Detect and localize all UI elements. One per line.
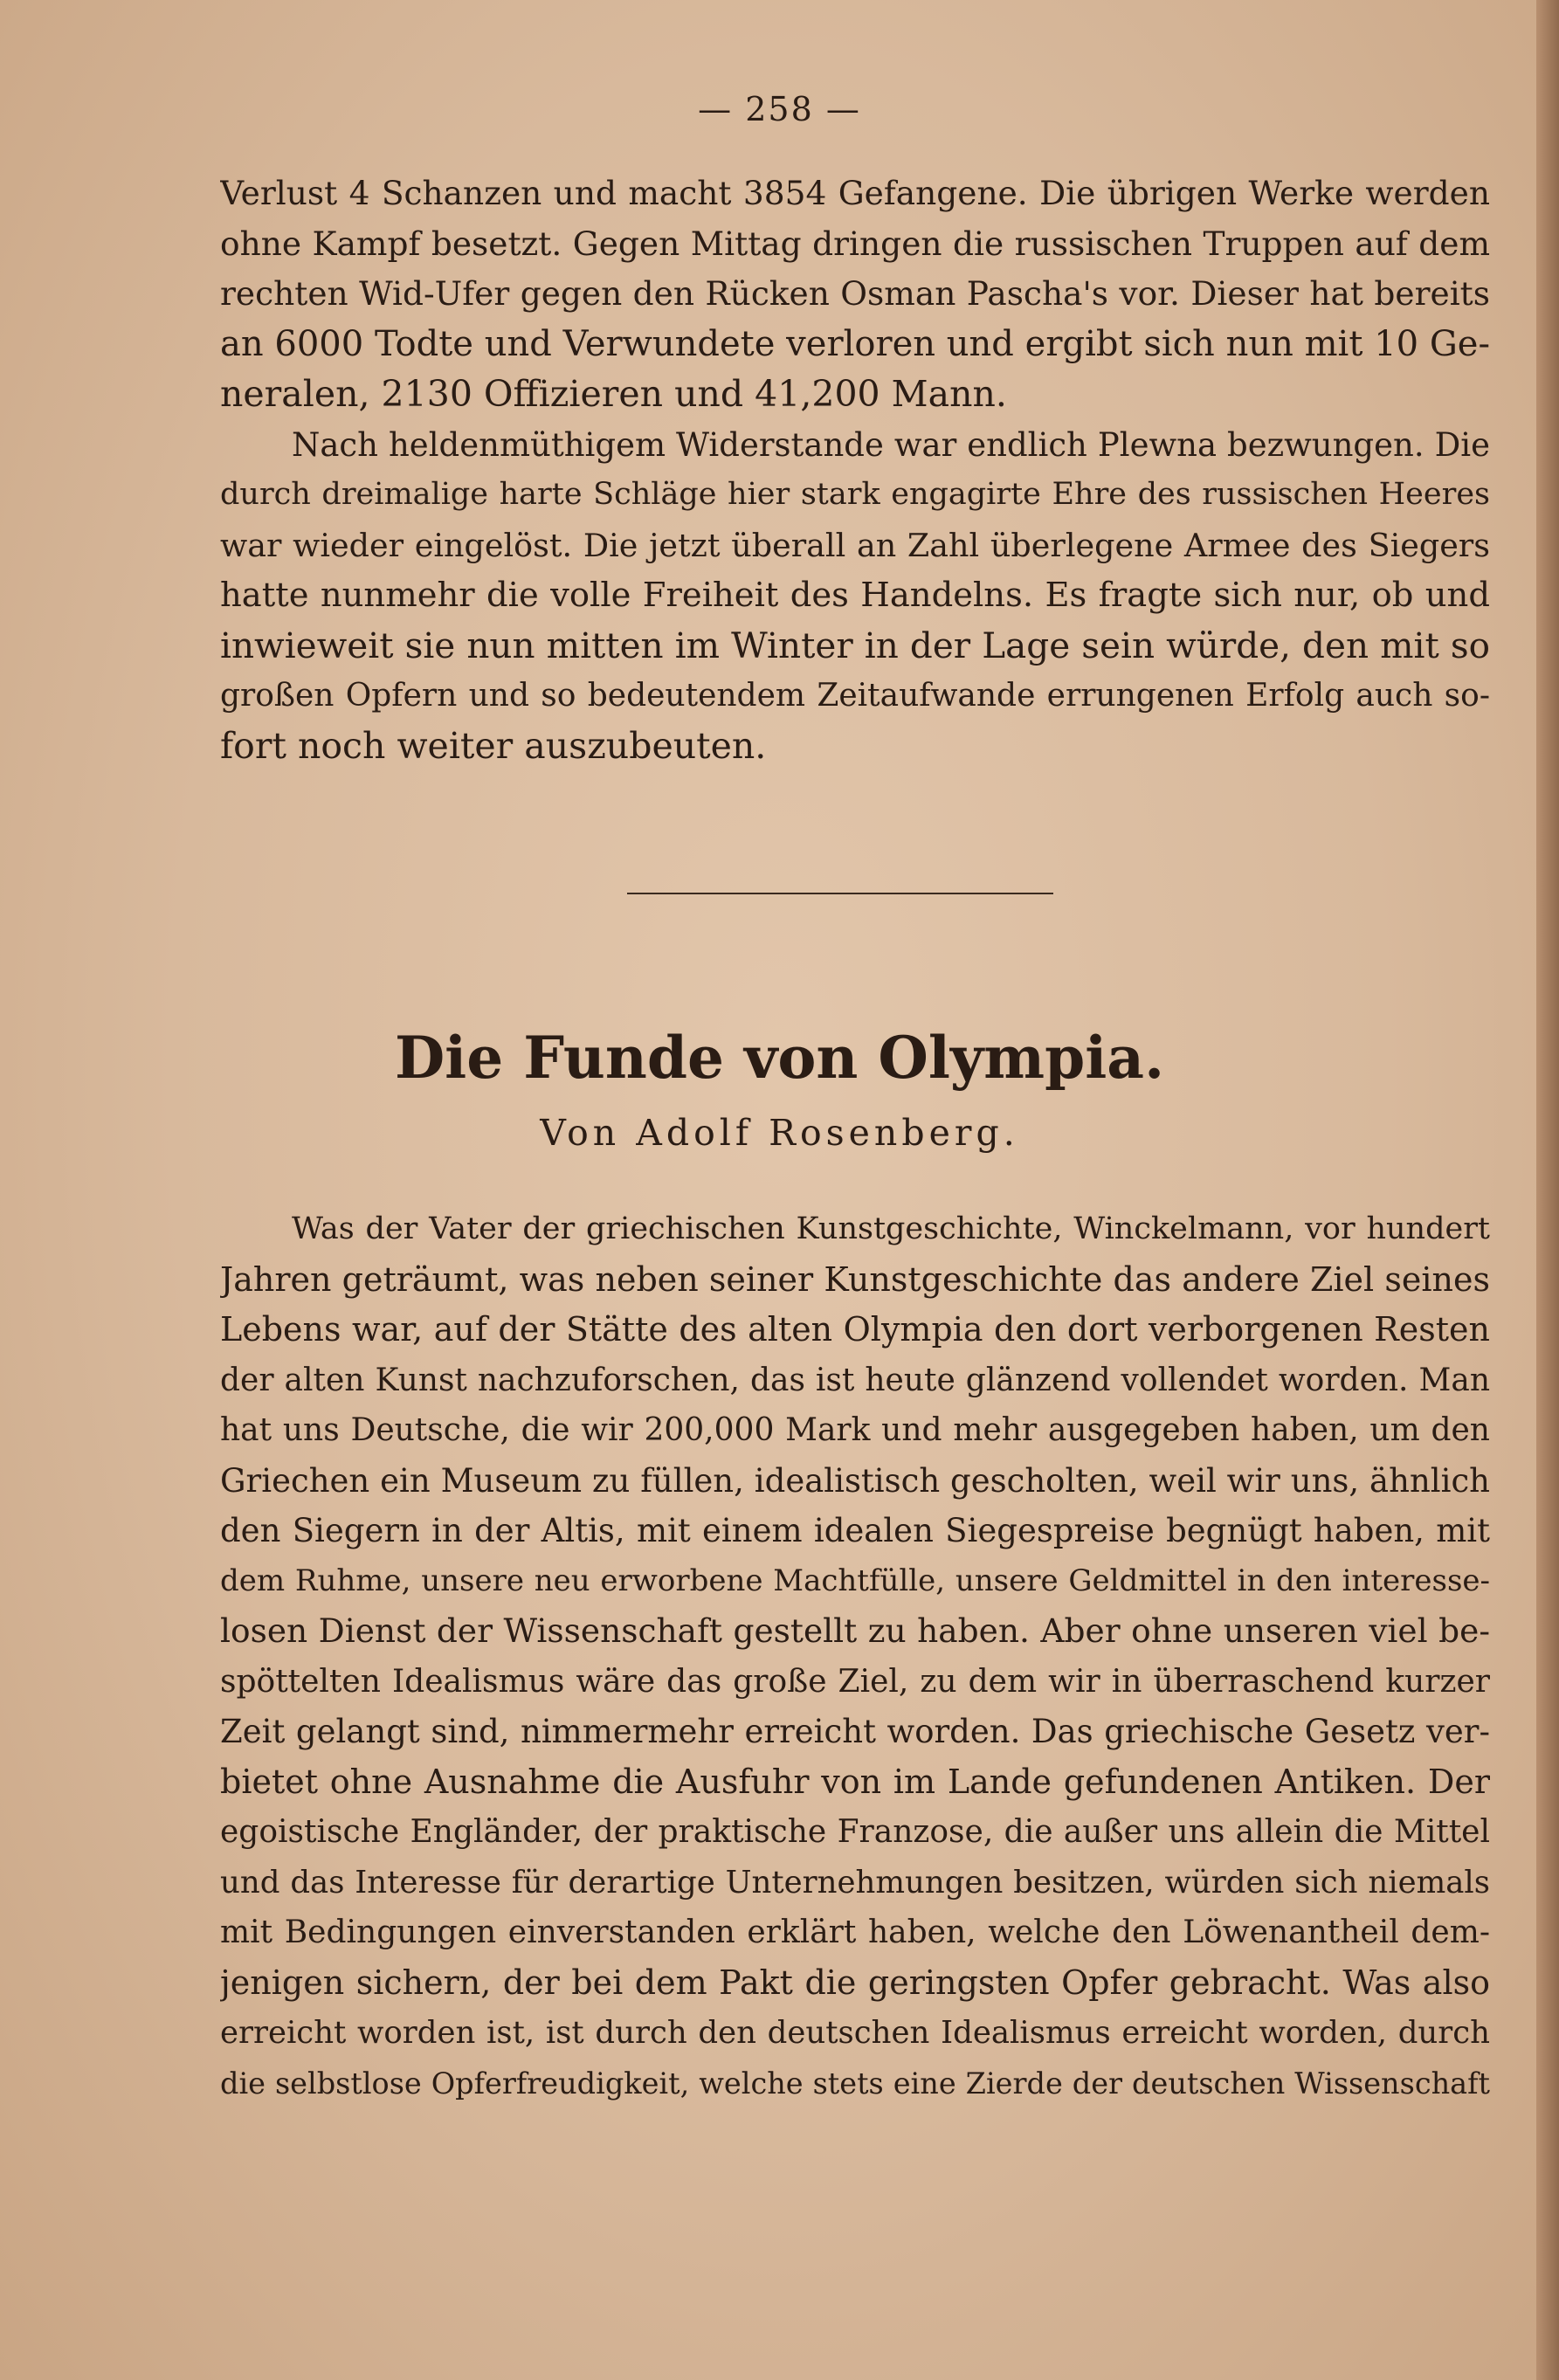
text-line: die selbstlose Opferfreudigkeit, welche stets eine Zierde der deutschen Wissenschaft bbox=[220, 2066, 1490, 2101]
text-line: den Siegern in der Altis, mit einem idealen Siegespreise begnügt haben, mit bbox=[220, 1512, 1490, 1549]
text-line: und das Interesse für derartige Unternehmungen besitzen, würden sich niemals bbox=[220, 1864, 1490, 1901]
text-line: dem Ruhme, unsere neu erworbene Machtfülle, unsere Geldmittel in den interesse- bbox=[220, 1563, 1490, 1598]
page-number: — 258 — bbox=[698, 90, 861, 128]
text-line: Griechen ein Museum zu füllen, idealistisch gescholten, weil wir uns, ähnlich bbox=[220, 1461, 1490, 1500]
text-line: Nach heldenmüthigem Widerstande war endlich Plewna bezwungen. Die bbox=[292, 425, 1490, 464]
text-line: hatte nunmehr die volle Freiheit des Handelns. Es fragte sich nur, ob und bbox=[220, 576, 1490, 615]
text-line: Zeit gelangt sind, nimmermehr erreicht worden. Das griechische Gesetz ver- bbox=[220, 1713, 1490, 1750]
text-line: inwieweit sie nun mitten im Winter in der Lage sein würde, den mit so bbox=[220, 624, 1490, 666]
text-line: jenigen sichern, der bei dem Pakt die geringsten Opfer gebracht. Was also bbox=[220, 1963, 1490, 2002]
text-line: war wieder eingelöst. Die jetzt überall an Zahl überlegene Armee des Siegers bbox=[220, 526, 1490, 564]
text-line: großen Opfern und so bedeutendem Zeitaufwande errungenen Erfolg auch so- bbox=[220, 678, 1490, 714]
text-line: der alten Kunst nachzuforschen, das ist heute glänzend vollendet worden. Man bbox=[220, 1362, 1490, 1398]
page-edge bbox=[1536, 0, 1559, 2380]
text-line: fort noch weiter auszubeuten. bbox=[220, 724, 767, 767]
text-line: neralen, 2130 Offizieren und 41,200 Mann. bbox=[220, 373, 1007, 415]
text-line: Was der Vater der griechischen Kunstgeschichte, Winckelmann, vor hundert bbox=[292, 1211, 1490, 1246]
text-line: erreicht worden ist, ist durch den deutschen Idealismus erreicht worden, durch bbox=[220, 2015, 1490, 2051]
text-line: ohne Kampf besetzt. Gegen Mittag dringen die russischen Truppen auf dem bbox=[220, 224, 1490, 263]
text-line: durch dreimalige harte Schläge hier stark engagirte Ehre des russischen Heeres bbox=[220, 477, 1490, 512]
section-text bbox=[220, 169, 1490, 771]
text-line: rechten Wid-Ufer gegen den Rücken Osman Pascha's vor. Dieser hat bereits bbox=[220, 274, 1490, 313]
section-divider bbox=[627, 893, 1053, 894]
text-line: hat uns Deutsche, die wir 200,000 Mark und mehr ausgegeben haben, um den bbox=[220, 1412, 1490, 1448]
article-author: Von Adolf Rosenberg. bbox=[540, 1112, 1019, 1154]
text-line: bietet ohne Ausnahme die Ausfuhr von im Lande gefundenen Antiken. Der bbox=[220, 1762, 1490, 1801]
text-line: Lebens war, auf der Stätte des alten Olympia den dort verborgenen Resten bbox=[220, 1310, 1490, 1349]
text-line: Verlust 4 Schanzen und macht 3854 Gefangene. Die übrigen Werke werden bbox=[220, 174, 1490, 212]
article-text bbox=[220, 1204, 1490, 2108]
text-line: spöttelten Idealismus wäre das große Ziel, zu dem wir in überraschend kurzer bbox=[220, 1663, 1490, 1700]
text-line: losen Dienst der Wissenschaft gestellt zu haben. Aber ohne unseren viel be- bbox=[220, 1611, 1490, 1650]
text-line: egoistische Engländer, der praktische Franzose, die außer uns allein die Mittel bbox=[220, 1814, 1490, 1850]
text-line: Jahren geträumt, was neben seiner Kunstgeschichte das andere Ziel seines bbox=[220, 1259, 1490, 1299]
text-line: mit Bedingungen einverstanden erklärt haben, welche den Löwenantheil dem- bbox=[220, 1914, 1490, 1950]
article-title: Die Funde von Olympia. bbox=[394, 1024, 1165, 1092]
text-line: an 6000 Todte und Verwundete verloren und ergibt sich nun mit 10 Ge- bbox=[220, 323, 1490, 364]
